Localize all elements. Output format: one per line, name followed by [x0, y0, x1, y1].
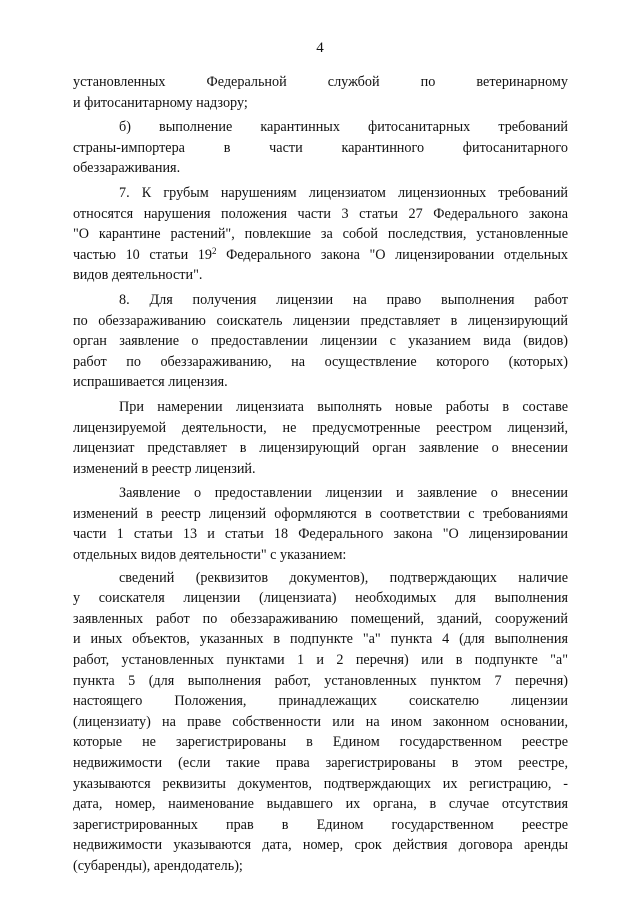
text-line: "О карантине растений", повлекшие за собой последствия, установленные: [73, 226, 568, 243]
text-line: недвижимости (если такие права зарегистрированы в этом реестре,: [73, 755, 568, 771]
text-line: настоящего Положения, принадлежащих соискателю лицензии: [73, 693, 568, 710]
text-line: лицензируемой деятельности, не предусмотренные реестром лицензий,: [73, 419, 568, 436]
text-line: (субаренды), арендодатель);: [73, 857, 243, 874]
text-line: частью 10 статьи $19^2$ Федерального закона "О лицензировании отдельных: [73, 245, 568, 263]
text-line: и иных объектов, указанных в подпункте "а" пункта 4 (для выполнения: [73, 631, 568, 648]
text-line: дата, номер, наименование выдавшего их органа, в случае отсутствия: [73, 796, 568, 813]
page-number: 4: [316, 40, 324, 56]
paragraph-intention: [73, 397, 568, 479]
text-line: страны-импортера в части карантинного фитосанитарного: [73, 139, 568, 156]
paragraph-8: [73, 290, 568, 393]
text-line: заявленных работ по обеззараживанию помещений, зданий, сооружений: [73, 610, 568, 627]
paragraph-7: [73, 183, 568, 286]
paragraph-item-b: [73, 117, 568, 179]
text-line: При намерении лицензиата выполнять новые работы в составе: [119, 398, 568, 415]
text-line: недвижимости указываются дата, номер, срок действия договора аренды: [73, 837, 568, 854]
text-line: пункта 5 (для выполнения работ, установленных пунктом 7 перечня): [73, 672, 568, 689]
text-line: отдельных видов деятельности" с указанием:: [73, 547, 347, 564]
text-line: работ, установленных пунктами 1 и 2 перечня) или в подпункте "а": [73, 652, 568, 669]
text-line: видов деятельности".: [73, 267, 203, 284]
text-line: изменений в реестр лицензий оформляются в соответствии с требованиями: [73, 505, 568, 522]
text-line: 8. Для получения лицензии на право выполнения работ: [119, 291, 568, 308]
text-line: сведений (реквизитов документов), подтверждающих наличие: [119, 569, 568, 586]
text-line: орган заявление о предоставлении лицензии с указанием вида (видов): [73, 333, 568, 350]
text-line: и фитосанитарному надзору;: [73, 94, 248, 111]
text-line: указываются реквизиты документов, подтверждающих их регистрацию, -: [73, 775, 568, 792]
document-body: [73, 72, 568, 877]
text-line: зарегистрированных прав в Едином государственном реестре: [73, 816, 568, 833]
text-line: Заявление о предоставлении лицензии и заявление о внесении: [119, 485, 568, 502]
text-line: относятся нарушения положения части 3 статьи 27 Федерального закона: [73, 205, 568, 222]
text-line: по обеззараживанию соискатель лицензии представляет в лицензирующий: [73, 312, 568, 329]
text-line: установленных Федеральной службой по ветеринарному: [73, 74, 568, 90]
text-line: работ по обеззараживанию, на осуществление которого (которых): [73, 353, 568, 370]
paragraph-info: [73, 568, 568, 877]
text-line: б) выполнение карантинных фитосанитарных требований: [119, 119, 568, 136]
paragraph-continuation: [73, 72, 568, 113]
text-line: изменений в реестр лицензий.: [73, 460, 256, 477]
text-line: которые не зарегистрированы в Едином государственном реестре: [73, 734, 568, 751]
text-line: 7. К грубым нарушениям лицензиатом лицензионных требований: [119, 184, 568, 201]
text-line: лицензиат представляет в лицензирующий орган заявление о внесении: [73, 440, 568, 457]
text-line: обеззараживания.: [73, 160, 181, 177]
text-line: (лицензиату) на праве собственности или на ином законном основании,: [73, 713, 568, 730]
text-line: испрашивается лицензия.: [73, 374, 228, 391]
text-line: части 1 статьи 13 и статьи 18 Федерального закона "О лицензировании: [73, 526, 568, 543]
text-line: у соискателя лицензии (лицензиата) необходимых для выполнения: [73, 590, 568, 607]
paragraph-application: [73, 483, 568, 565]
